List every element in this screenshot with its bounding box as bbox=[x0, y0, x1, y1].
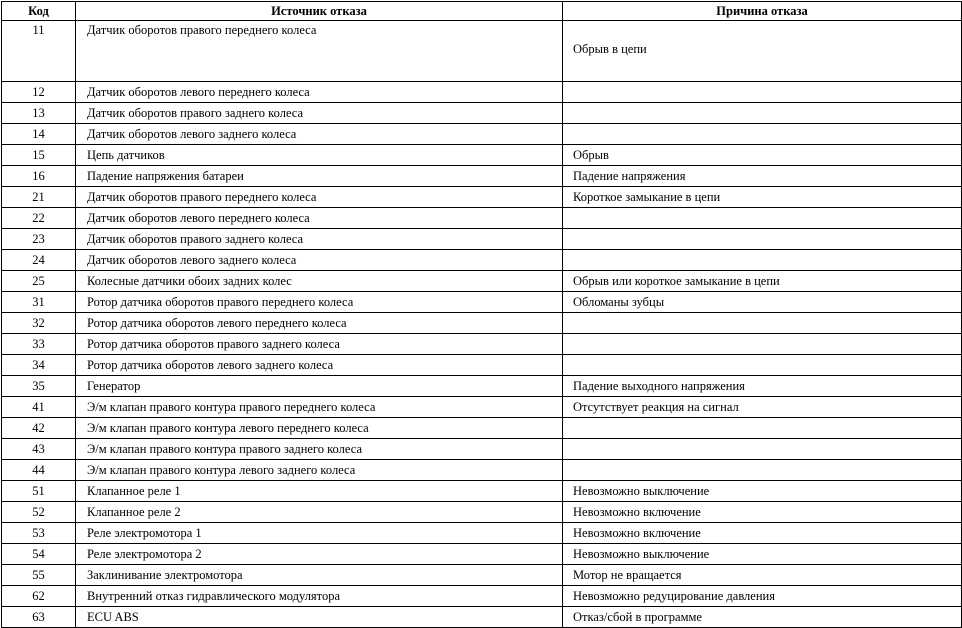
source-cell: Цепь датчиков bbox=[76, 145, 563, 166]
code-cell: 51 bbox=[2, 481, 76, 502]
source-cell: Колесные датчики обоих задних колес bbox=[76, 271, 563, 292]
code-cell: 11 bbox=[2, 21, 76, 82]
table-row bbox=[2, 313, 962, 334]
source-cell: Датчик оборотов левого переднего колеса bbox=[76, 82, 563, 103]
table-row bbox=[2, 145, 962, 166]
table-row bbox=[2, 607, 962, 628]
source-cell: Датчик оборотов левого заднего колеса bbox=[76, 124, 563, 145]
code-cell: 32 bbox=[2, 313, 76, 334]
table-row bbox=[2, 250, 962, 271]
code-cell: 43 bbox=[2, 439, 76, 460]
table-row bbox=[2, 271, 962, 292]
code-cell: 33 bbox=[2, 334, 76, 355]
cause-cell bbox=[563, 334, 962, 355]
cause-cell: Падение напряжения bbox=[563, 166, 962, 187]
cause-cell: Отсутствует реакция на сигнал bbox=[563, 397, 962, 418]
cause-cell bbox=[563, 313, 962, 334]
cause-cell bbox=[563, 103, 962, 124]
source-cell: Ротор датчика оборотов левого переднего колеса bbox=[76, 313, 563, 334]
table-row bbox=[2, 460, 962, 481]
cause-cell: Отказ/сбой в программе bbox=[563, 607, 962, 628]
cause-cell bbox=[563, 439, 962, 460]
source-cell: Э/м клапан правого контура левого переднего колеса bbox=[76, 418, 563, 439]
table-row bbox=[2, 187, 962, 208]
table-row bbox=[2, 439, 962, 460]
code-cell: 55 bbox=[2, 565, 76, 586]
source-cell: Э/м клапан правого контура правого заднего колеса bbox=[76, 439, 563, 460]
cause-cell bbox=[563, 418, 962, 439]
table-row bbox=[2, 397, 962, 418]
table-row bbox=[2, 103, 962, 124]
code-cell: 31 bbox=[2, 292, 76, 313]
cause-cell bbox=[563, 250, 962, 271]
source-cell: Реле электромотора 1 bbox=[76, 523, 563, 544]
cause-cell: Обрыв или короткое замыкание в цепи bbox=[563, 271, 962, 292]
code-cell: 63 bbox=[2, 607, 76, 628]
table-row bbox=[2, 481, 962, 502]
source-cell: Ротор датчика оборотов левого заднего колеса bbox=[76, 355, 563, 376]
code-cell: 25 bbox=[2, 271, 76, 292]
cause-cell: Обрыв в цепи bbox=[563, 21, 962, 82]
code-cell: 62 bbox=[2, 586, 76, 607]
cause-cell bbox=[563, 82, 962, 103]
source-cell: Датчик оборотов правого заднего колеса bbox=[76, 103, 563, 124]
cause-cell bbox=[563, 124, 962, 145]
header-source: Источник отказа bbox=[76, 2, 563, 21]
cause-cell: Невозможно редуцирование давления bbox=[563, 586, 962, 607]
cause-cell: Падение выходного напряжения bbox=[563, 376, 962, 397]
source-cell: Датчик оборотов левого переднего колеса bbox=[76, 208, 563, 229]
table-row bbox=[2, 418, 962, 439]
source-cell: Датчик оборотов левого заднего колеса bbox=[76, 250, 563, 271]
table-row bbox=[2, 376, 962, 397]
code-cell: 35 bbox=[2, 376, 76, 397]
source-cell: ECU ABS bbox=[76, 607, 563, 628]
code-cell: 24 bbox=[2, 250, 76, 271]
code-cell: 15 bbox=[2, 145, 76, 166]
source-cell: Клапанное реле 2 bbox=[76, 502, 563, 523]
cause-cell: Невозможно выключение bbox=[563, 481, 962, 502]
code-cell: 13 bbox=[2, 103, 76, 124]
source-cell: Э/м клапан правого контура левого заднего колеса bbox=[76, 460, 563, 481]
cause-cell bbox=[563, 229, 962, 250]
table-row bbox=[2, 208, 962, 229]
code-cell: 14 bbox=[2, 124, 76, 145]
table-row bbox=[2, 544, 962, 565]
table-row bbox=[2, 229, 962, 250]
cause-cell: Обрыв bbox=[563, 145, 962, 166]
source-cell: Датчик оборотов правого переднего колеса bbox=[76, 21, 563, 82]
table-row bbox=[2, 82, 962, 103]
source-cell: Ротор датчика оборотов правого заднего колеса bbox=[76, 334, 563, 355]
source-cell: Внутренний отказ гидравлического модулятора bbox=[76, 586, 563, 607]
code-cell: 21 bbox=[2, 187, 76, 208]
cause-cell bbox=[563, 208, 962, 229]
cause-cell bbox=[563, 355, 962, 376]
code-cell: 22 bbox=[2, 208, 76, 229]
code-cell: 52 bbox=[2, 502, 76, 523]
table-row bbox=[2, 565, 962, 586]
table-row bbox=[2, 292, 962, 313]
fault-code-table bbox=[1, 1, 962, 628]
table-row bbox=[2, 586, 962, 607]
code-cell: 34 bbox=[2, 355, 76, 376]
cause-cell: Обломаны зубцы bbox=[563, 292, 962, 313]
cause-cell: Невозможно включение bbox=[563, 523, 962, 544]
table-row bbox=[2, 21, 962, 82]
header-row bbox=[2, 2, 962, 21]
code-cell: 44 bbox=[2, 460, 76, 481]
cause-cell bbox=[563, 460, 962, 481]
cause-cell: Мотор не вращается bbox=[563, 565, 962, 586]
cause-cell: Короткое замыкание в цепи bbox=[563, 187, 962, 208]
source-cell: Заклинивание электромотора bbox=[76, 565, 563, 586]
code-cell: 53 bbox=[2, 523, 76, 544]
source-cell: Э/м клапан правого контура правого переднего колеса bbox=[76, 397, 563, 418]
table-row bbox=[2, 334, 962, 355]
source-cell: Ротор датчика оборотов правого переднего колеса bbox=[76, 292, 563, 313]
code-cell: 16 bbox=[2, 166, 76, 187]
table-row bbox=[2, 124, 962, 145]
source-cell: Клапанное реле 1 bbox=[76, 481, 563, 502]
source-cell: Падение напряжения батареи bbox=[76, 166, 563, 187]
code-cell: 42 bbox=[2, 418, 76, 439]
header-cause: Причина отказа bbox=[563, 2, 962, 21]
table-row bbox=[2, 523, 962, 544]
code-cell: 41 bbox=[2, 397, 76, 418]
source-cell: Генератор bbox=[76, 376, 563, 397]
source-cell: Реле электромотора 2 bbox=[76, 544, 563, 565]
code-cell: 12 bbox=[2, 82, 76, 103]
code-cell: 23 bbox=[2, 229, 76, 250]
cause-cell: Невозможно включение bbox=[563, 502, 962, 523]
header-code: Код bbox=[2, 2, 76, 21]
table-row bbox=[2, 166, 962, 187]
source-cell: Датчик оборотов правого переднего колеса bbox=[76, 187, 563, 208]
table-row bbox=[2, 355, 962, 376]
source-cell: Датчик оборотов правого заднего колеса bbox=[76, 229, 563, 250]
table-row bbox=[2, 502, 962, 523]
cause-cell: Невозможно выключение bbox=[563, 544, 962, 565]
code-cell: 54 bbox=[2, 544, 76, 565]
